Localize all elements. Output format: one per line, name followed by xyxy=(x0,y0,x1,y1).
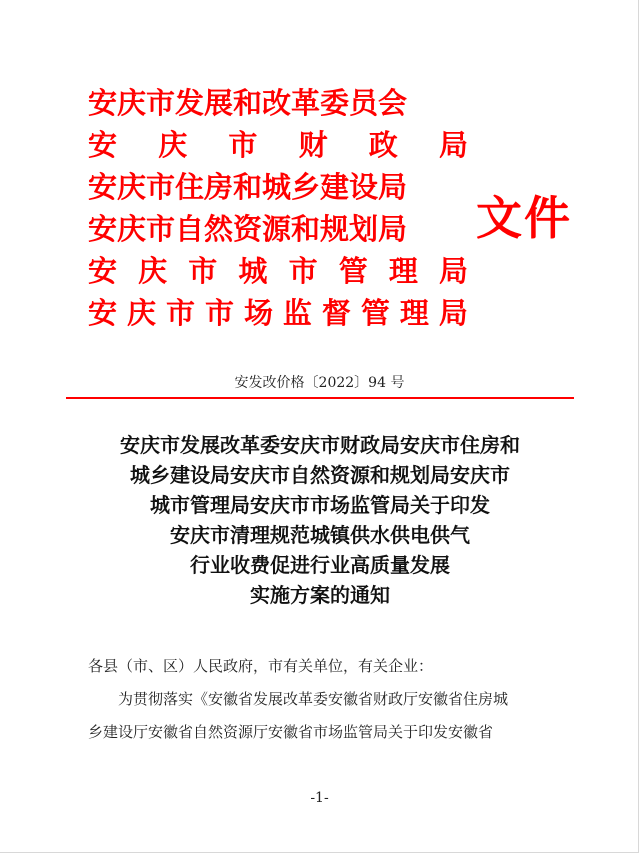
issuer-finance: 安 庆 市 财 政 局 xyxy=(88,128,468,162)
title-line: 安庆市发展改革委安庆市财政局安庆市住房和 xyxy=(120,433,520,457)
document-number: 安发改价格〔2022〕94 号 xyxy=(234,375,405,391)
title-line: 城市管理局安庆市市场监管局关于印发 xyxy=(150,493,490,517)
title-line: 城乡建设局安庆市自然资源和规划局安庆市 xyxy=(130,463,510,487)
issuer-housing: 安庆市住房和城乡建设局 xyxy=(88,170,408,204)
body-paragraph-line: 为贯彻落实《安徽省发展改革委安徽省财政厅安徽省住房城 xyxy=(118,690,509,708)
salutation: 各县（市、区）人民政府，市有关单位，有关企业： xyxy=(88,657,434,675)
title-line: 安庆市清理规范城镇供水供电供气 xyxy=(170,523,470,547)
title-line: 行业收费促进行业高质量发展 xyxy=(190,553,450,577)
issuer-ndrc: 安庆市发展和改革委员会 xyxy=(88,86,408,120)
page-number: -1- xyxy=(310,790,329,806)
body-paragraph-line: 乡建设厅安徽省自然资源厅安徽省市场监管局关于印发安徽省 xyxy=(88,723,494,741)
document-body xyxy=(88,650,578,749)
document-title xyxy=(60,430,580,610)
issuer-market-regulation: 安 庆 市 市 场 监 督 管 理 局 xyxy=(88,296,468,330)
issuer-list xyxy=(88,82,468,334)
issuer-urban-management: 安 庆 市 城 市 管 理 局 xyxy=(88,254,468,288)
red-separator-line xyxy=(66,397,574,399)
issuer-natural-resources: 安庆市自然资源和规划局 xyxy=(88,212,408,246)
title-line: 实施方案的通知 xyxy=(250,583,390,607)
document-suffix: 文件 xyxy=(476,191,572,245)
